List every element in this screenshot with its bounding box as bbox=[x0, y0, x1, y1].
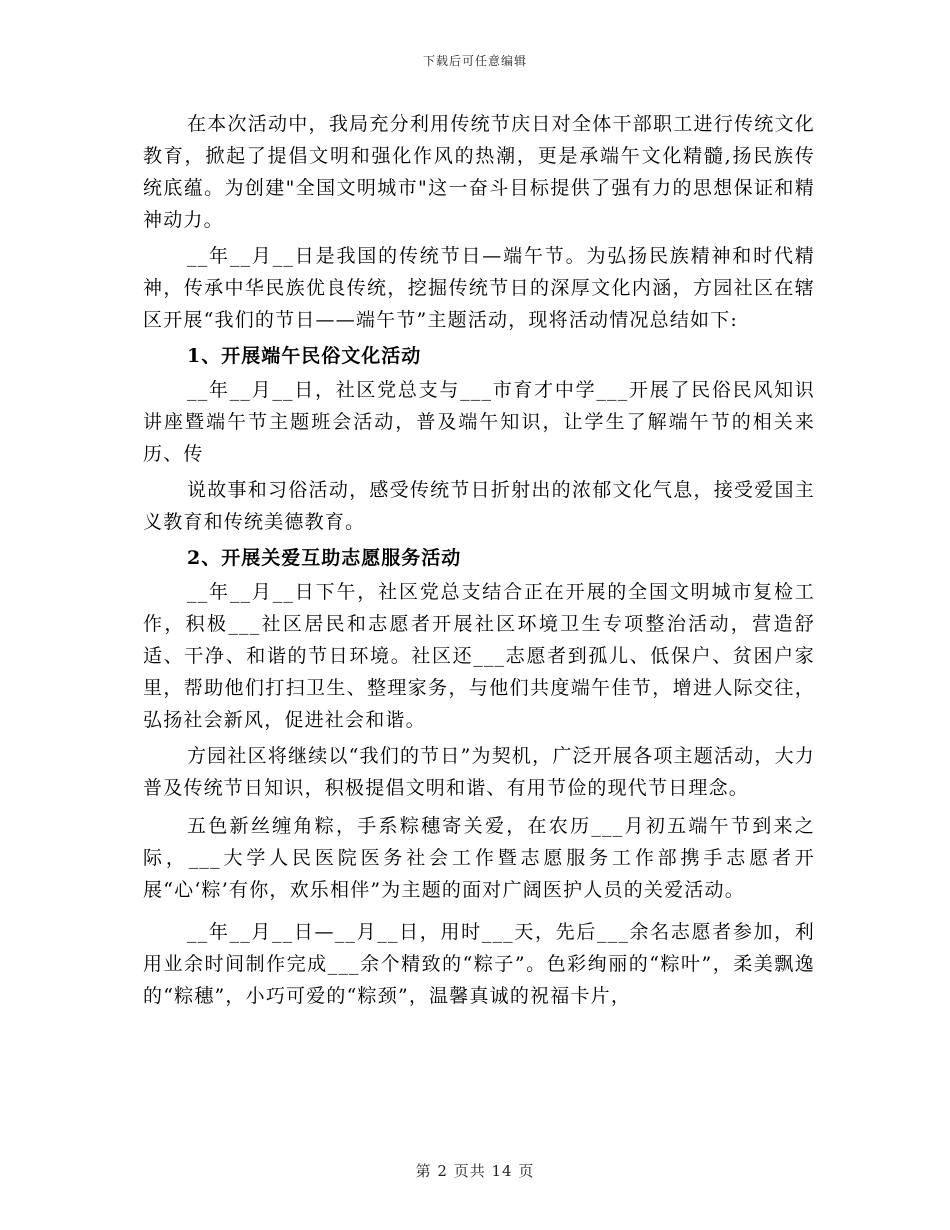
page-header: 下载后可任意编辑 bbox=[422, 54, 527, 68]
section-heading: 1、开展端午民俗文化活动 bbox=[187, 345, 422, 367]
paragraph: __年__月__日，社区党总支与___市育才中学___开展了民俗民风知识讲座暨端午节主题班会活动，普及端午知识，让学生了解端午节的相关来历、传 bbox=[143, 379, 815, 465]
paragraph: __年__月__日下午，社区党总支结合正在开展的全国文明城市复检工作，积极___社区居民和志愿者开展社区环境卫生专项整治活动，营造舒适、干净、和谐的节日环境。社区还___志愿者到孤儿、低保户、贫困户家里，帮助他们打扫卫生、整理家务，与他们共度端午佳节，增进人际交往，弘扬社会新风，促进社会和谐。 bbox=[143, 581, 815, 731]
page-number: 第 2 页共 14 页 bbox=[415, 1162, 535, 1180]
document-body bbox=[143, 108, 815, 1012]
section-heading: 2、开展关爱互助志愿服务活动 bbox=[187, 547, 462, 569]
paragraph: 说故事和习俗活动，感受传统节日折射出的浓郁文化气息，接受爱国主义教育和传统美德教育。 bbox=[143, 479, 815, 533]
paragraph: 五色新丝缠角粽，手系粽穗寄关爱，在农历___月初五端午节到来之际，___大学人民医院医务社会工作暨志愿服务工作部携手志愿者开展“心‘粽’有你，欢乐相伴”为主题的面对广阔医护人员的关爱活动。 bbox=[143, 815, 815, 901]
paragraph: __年__月__日—__月__日，用时___天，先后___余名志愿者参加，利用业余时间制作完成___余个精致的“粽子”。色彩绚丽的“粽叶”，柔美飘逸的“粽穗”，小巧可爱的“粽颈”，温馨真诚的祝福卡片， bbox=[143, 921, 815, 1007]
paragraph: 在本次活动中，我局充分利用传统节庆日对全体干部职工进行传统文化教育，掀起了提倡文明和强化作风的热潮，更是承端午文化精髓,扬民族传统底蕴。为创建"全国文明城市"这一奋斗目标提供了强有力的思想保证和精神动力。 bbox=[143, 113, 815, 231]
paragraph: 方园社区将继续以“我们的节日”为契机，广泛开展各项主题活动，大力普及传统节日知识，积极提倡文明和谐、有用节俭的现代节日理念。 bbox=[143, 745, 815, 799]
paragraph: __年__月__日是我国的传统节日—端午节。为弘扬民族精神和时代精神，传承中华民族优良传统，挖掘传统节日的深厚文化内涵，方园社区在辖区开展“我们的节日——端午节”主题活动，现将活动情况总结如下: bbox=[143, 245, 815, 331]
